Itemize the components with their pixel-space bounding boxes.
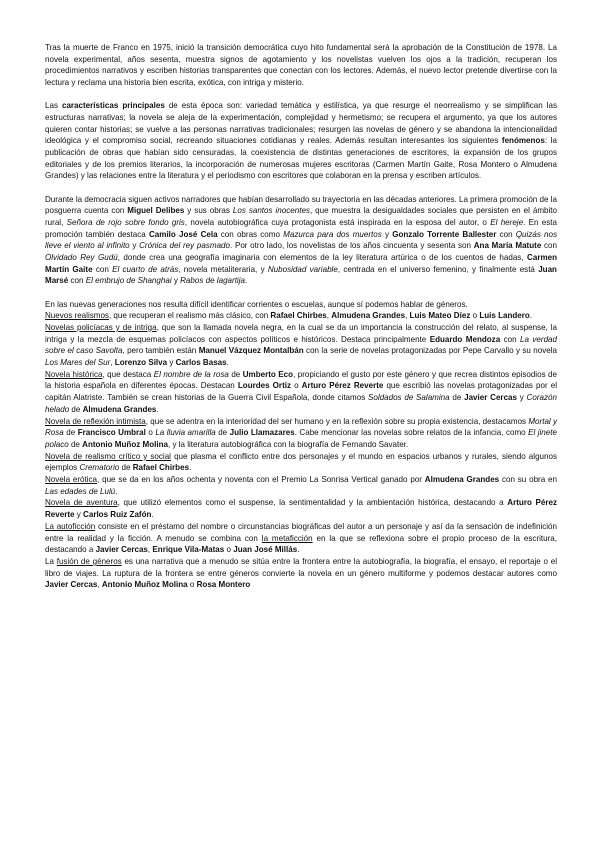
document-page <box>45 42 557 591</box>
paragraph-democracia: Durante la democracia siguen activos narradores que habían desarrollado su trayectoria en las décadas anteriores. La primera promoción de la posguerra cuenta con Miguel Delibes y sus obras Los santos inocentes, que muestra la desigualdades sociales que persisten en el ámbito rural, Señora de rojo sobre fondo gris, novela autobiográfica cuya protagonista está inspirada en la esposa del autor, o El hereje. En esta promoción también destaca Camilo José Cela con obras como Mazurca para dos muertos y Gonzalo Torrente Ballester con Quizás nos lleve el viento al infinito y Crónica del rey pasmado. Por otro lado, los novelistas de los años cincuenta y sesenta son Ana María Matute con Olvidado Rey Gudú, donde crea una geografía imaginaria con elementos de la ley literatura artúrica o de los cuentos de hadas, Carmen Martín Gaite con El cuarto de atrás, novela metaliteraria, y Nubosidad variable, centrada en el universo femenino, y finalmente está Juan Marsé con El embrujo de Shanghai y Rabos de lagartija. <box>45 194 558 286</box>
genre-realismo-critico: Novela de realismo crítico y social que plasma el conflicto entre dos personajes y el mundo en espacios urbanos y rurales, siendo algunos ejemplos Crematorio de Rafael Chirbes. <box>45 451 557 473</box>
genre-fusion: La fusión de géneros es una narrativa que a menudo se sitúa entre la frontera entre la autobiografía, la biografía, el ensayo, el reportaje o el libro de viajes. La ruptura de la frontera se entre géneros convierte la novela en un género multiforme y podemos destacar autores como Javier Cercas, Antonio Muñoz Molina o Rosa Montero <box>45 557 557 590</box>
paragraph-nuevas-generaciones: En las nuevas generaciones nos resulta difícil identificar corrientes o escuelas, aunque sí podemos hablar de géneros. <box>45 299 468 309</box>
genre-historica: Novela histórica, que destaca El nombre de la rosa de Umberto Eco, propiciando el gusto por este género y que recrea distintos episodios de la historia española en diferentes épocas. Destacan Lourdes Ortiz o Arturo Pérez Reverte que escribió las novelas protagonizadas por el capitán Alatriste. También se crean historias de la Guerra Civil Española, donde citamos Soldados de Salamina de Javier Cercas y Corazón helado de Almudena Grandes. <box>45 369 558 414</box>
genre-policiacas: Novelas policíacas y de intriga, que son la llamada novela negra, en la cual se da un importancia la construcción del relato, al suspense, la intriga y la mezcla de esquemas policíacos con aspectos políticos e históricos. Destaca principalmente Eduardo Mendoza con La verdad sobre el caso Savolta, pero también están Manuel Vázquez Montalbán con la serie de novelas protagonizadas por Pepe Carvallo y su novela Los Mares del Sur, Lorenzo Silva y Carlos Basas. <box>45 322 557 368</box>
genre-autoficcion: La autoficción consiste en el préstamo del nombre o circunstancias biográficas del autor a un personaje y así da la sensación de indefinición entre la realidad y la ficción. A menudo se combina con la metaficción en la que se reflexiona sobre el propio proceso de la escritura, destacando a Javier Cercas, Enrique Vila-Matas o Juan José Millás. <box>45 521 558 555</box>
genre-nuevos-realismos: Nuevos realismos, que recuperan el realismo más clásico, con Rafael Chirbes, Almudena Grandes, Luis Mateo Díez o Luis Landero. <box>45 311 533 321</box>
genre-aventura: Novela de aventura, que utilizó elementos como el suspense, la sentimentalidad y la ambientación histórica, destacando a Arturo Pérez Reverte y Carlos Ruiz Zafón. <box>45 498 557 520</box>
genre-intimista: Novela de reflexión intimista, que se adentra en la interioridad del ser humano y en la reflexión sobre su propia existencia, destacamos Mortal y Rosa de Francisco Umbral o La lluvia amarilla de Julio Llamazares. Cabe mencionar las novelas sobre relatos de la infancia, como El jinete polaco de Antonio Muñoz Molina, y la literatura autobiográfica con la biografía de Fernando Savater. <box>45 416 557 449</box>
paragraph-caracteristicas: Las características principales de esta época son: variedad temática y estilística, ya que resurge el neorrealismo y se simplifican las estructuras narrativas; la novela se aleja de la experimentación, complejidad y hermetismo; se recupera el argumento, ya que los autores quieren contar historias; se vuelve a las personas narrativas tradicionales; resurgen las novelas de género y se abandona la intencionalidad ideológica y el compromiso social, recreando situaciones cotidianas y reales. Además resultan interesantes los siguientes fenómenos: la publicación de obras que habían sido censuradas, la coexistencia de distintas generaciones de escritores, la expansión de los grupos editoriales y de los premios literarios, la incorporación de numerosas mujeres escritoras (Carmen Martín Gaite, Rosa Montero o Almudena Grandes) y las relaciones entre la literatura y el periodismo con escritores que colaboran en la prensa y escriben artículos. <box>45 101 557 181</box>
paragraph-intro: Tras la muerte de Franco en 1975, inició la transición democrática cuyo hito fundamental será la aprobación de la Constitución de 1978. La novela experimental, años sesenta, muestra signos de agotamiento y los novelistas vuelven los ojos a la tradición, recuperan los procedimientos narrativos y escriben historias transparentes que conectan con los lectores. Además, el nuevo lector pretende divertirse con la lectura y reclama una historia bien escrita, exótica, con intriga y misterio. <box>45 43 557 88</box>
genre-erotica: Novela erótica, que se da en los años ochenta y noventa con el Premio La Sonrisa Vertical ganado por Almudena Grandes con su obra en Las edades de Lulú. <box>45 475 557 496</box>
